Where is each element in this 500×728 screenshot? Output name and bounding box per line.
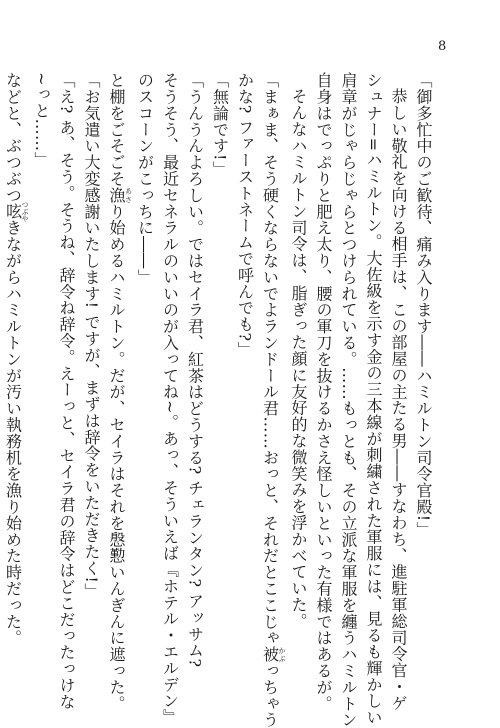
- page-number: 8: [438, 39, 447, 54]
- text-line: そんなハミルトン司令は、脂ぎった顔に友好的な微笑みを浮かべていた。: [289, 88, 308, 630]
- text-line: そうそう、最近セネラルのいいのが入ってね~。あっ、そういえば『ホテル・エルデン』: [160, 72, 180, 726]
- text-line: 「御多忙中のご歓待、痛み入ります――ハミルトン司令官殿!」: [414, 72, 433, 539]
- furigana: 被かぶ: [260, 646, 286, 663]
- text-line: 「え? あ、そう。そうね、辞令ね辞令。えーっと、セイラ君の辞令はどこだったっけな: [57, 72, 76, 710]
- text-line: かな? ファーストネームで呼んでも?」: [235, 72, 255, 358]
- text-line: 「うんうんよろしい。ではセイラ君、紅茶はどうする? チェランタン? アッサム?: [185, 72, 205, 668]
- text-line: 肩章がじゃらじゃらとつけられている。……もっとも、その立派な軍服を纏うハミルトン: [339, 72, 358, 728]
- text-line: 自身はでっぷりと肥え太り、腰の軍刀を抜けるかさえ怪しいといった有様ではあるが。: [314, 72, 333, 712]
- text-line: などと、ぶつぶつ呟つぶやきながらハミルトンが汚い執務机を漁り始めた時だった。: [3, 72, 29, 647]
- text-line: 「お気遣い大変感謝いたします! ですが、まずは辞令をいただきたく!」: [82, 72, 101, 600]
- text-line: 「まぁま、そう硬くならないでよランドール君……おっと、それだとここじゃ被かぶっちゃう: [260, 72, 286, 728]
- text-line: 恭しい敬礼を向ける相手は、この部屋の主たる男――すなわち、進駐軍総司令官・ゲ: [389, 88, 408, 712]
- text-line: と棚をごそごそ漁あさり始めるハミルトン。だが、セイラはそれを慇懃いんぎんに遮った。: [107, 72, 133, 712]
- text-line: のスコーンがこっちに――」: [135, 72, 155, 286]
- text-line: 「無論です!」: [210, 72, 230, 178]
- furigana: 漁あさ: [107, 186, 133, 204]
- furigana: 呟つぶや: [3, 200, 29, 222]
- vertical-text-body: [1, 72, 437, 728]
- text-line: ~っと……」: [32, 72, 51, 168]
- text-line: シュナー=ハミルトン。大佐級を示す金の三本線が刺繍された軍服には、見るも輝かしい: [364, 72, 383, 726]
